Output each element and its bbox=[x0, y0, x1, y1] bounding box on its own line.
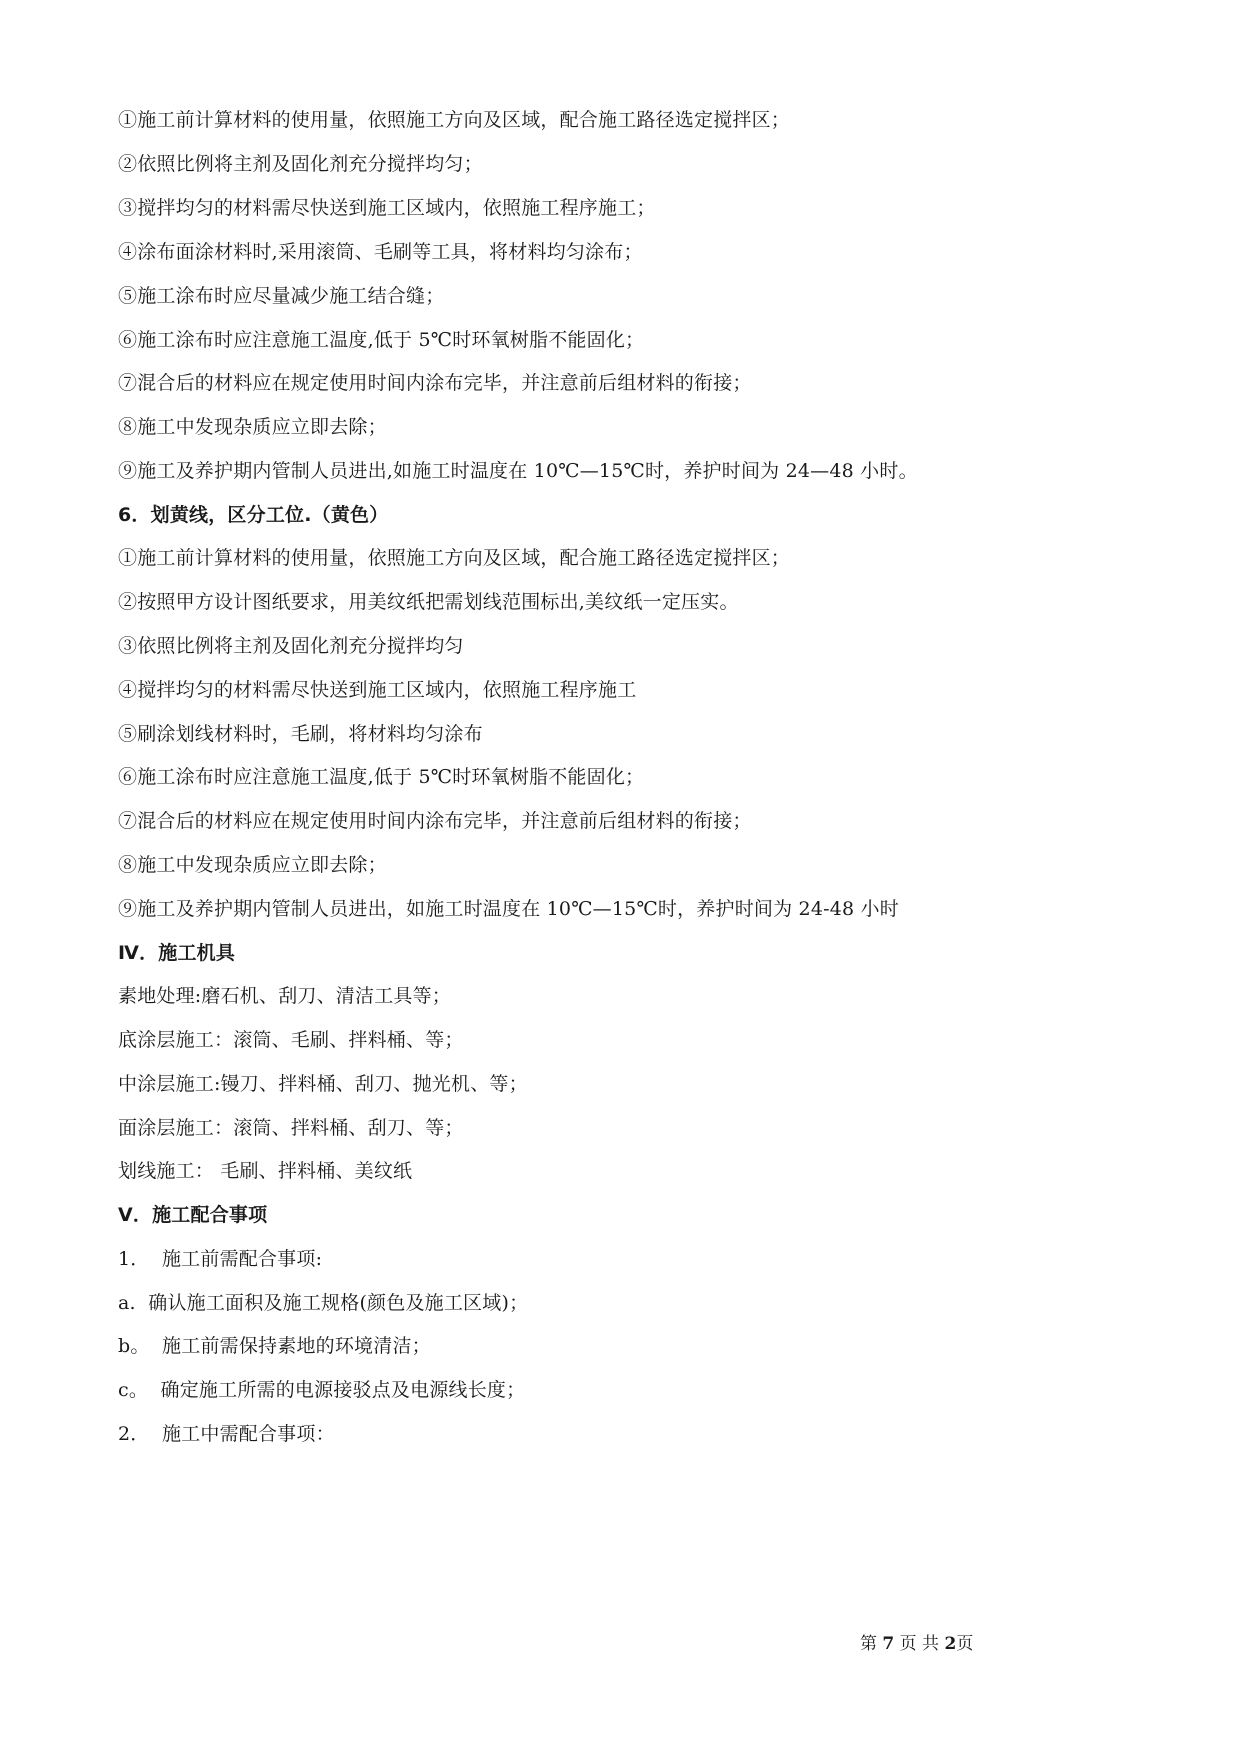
list-item: 素地处理:磨石机、刮刀、清洁工具等； bbox=[118, 985, 452, 1007]
list-item: 底涂层施工：滚筒、毛刷、拌料桶、等； bbox=[118, 1029, 464, 1051]
list-item: 2． 施工中需配合事项： bbox=[118, 1423, 335, 1445]
list-item: ⑤刷涂划线材料时，毛刷，将材料均匀涂布 bbox=[118, 723, 483, 745]
list-item: 中涂层施工:镘刀、拌料桶、刮刀、抛光机、等； bbox=[118, 1073, 528, 1095]
list-item: ⑦混合后的材料应在规定使用时间内涂布完毕，并注意前后组材料的衔接； bbox=[118, 810, 752, 832]
page-total-number: 2 bbox=[944, 1634, 957, 1654]
footer-middle: 页 共 bbox=[899, 1634, 940, 1654]
list-item: 面涂层施工：滚筒、拌料桶、刮刀、等； bbox=[118, 1117, 464, 1139]
page-footer bbox=[860, 1633, 973, 1655]
page-current-number: 7 bbox=[882, 1634, 895, 1654]
list-item: c。 确定施工所需的电源接驳点及电源线长度； bbox=[118, 1379, 526, 1401]
list-item: ⑦混合后的材料应在规定使用时间内涂布完毕，并注意前后组材料的衔接； bbox=[118, 372, 752, 394]
list-item: ②按照甲方设计图纸要求，用美纹纸把需划线范围标出,美纹纸一定压实。 bbox=[118, 591, 739, 613]
list-item: a. 确认施工面积及施工规格(颜色及施工区域)； bbox=[118, 1292, 529, 1314]
list-item: ⑨施工及养护期内管制人员进出，如施工时温度在 10℃—15℃时，养护时间为 24-48 小时 bbox=[118, 898, 899, 920]
list-item: ③依照比例将主剂及固化剂充分搅拌均匀 bbox=[118, 635, 464, 657]
section-heading: Ⅳ．施工机具 bbox=[118, 942, 236, 964]
list-item: 划线施工： 毛刷、拌料桶、美纹纸 bbox=[118, 1160, 413, 1182]
list-item: ⑥施工涂布时应注意施工温度,低于 5℃时环氧树脂不能固化； bbox=[118, 766, 645, 788]
footer-prefix: 第 bbox=[860, 1634, 877, 1654]
list-item: ④涂布面涂材料时,采用滚筒、毛刷等工具，将材料均匀涂布； bbox=[118, 241, 643, 263]
list-item: b。 施工前需保持素地的环境清洁； bbox=[118, 1335, 431, 1357]
footer-suffix: 页 bbox=[956, 1634, 974, 1654]
list-item: ①施工前计算材料的使用量，依照施工方向及区域，配合施工路径选定搅拌区； bbox=[118, 109, 791, 131]
list-item: ⑧施工中发现杂质应立即去除； bbox=[118, 416, 387, 438]
list-item: 1． 施工前需配合事项: bbox=[118, 1248, 323, 1270]
list-item: ③搅拌均匀的材料需尽快送到施工区域内，依照施工程序施工； bbox=[118, 197, 656, 219]
section-heading: 6．划黄线，区分工位.（黄色） bbox=[118, 504, 389, 526]
list-item: ⑤施工涂布时应尽量减少施工结合缝； bbox=[118, 285, 445, 307]
list-item: ⑥施工涂布时应注意施工温度,低于 5℃时环氧树脂不能固化； bbox=[118, 329, 645, 351]
list-item: ⑨施工及养护期内管制人员进出,如施工时温度在 10℃—15℃时，养护时间为 24—48 小时。 bbox=[118, 460, 918, 482]
list-item: ④搅拌均匀的材料需尽快送到施工区域内，依照施工程序施工 bbox=[118, 679, 637, 701]
list-item: ①施工前计算材料的使用量，依照施工方向及区域，配合施工路径选定搅拌区； bbox=[118, 547, 791, 569]
list-item: ②依照比例将主剂及固化剂充分搅拌均匀； bbox=[118, 153, 483, 175]
list-item: ⑧施工中发现杂质应立即去除； bbox=[118, 854, 387, 876]
section-heading: Ⅴ．施工配合事项 bbox=[118, 1204, 268, 1226]
